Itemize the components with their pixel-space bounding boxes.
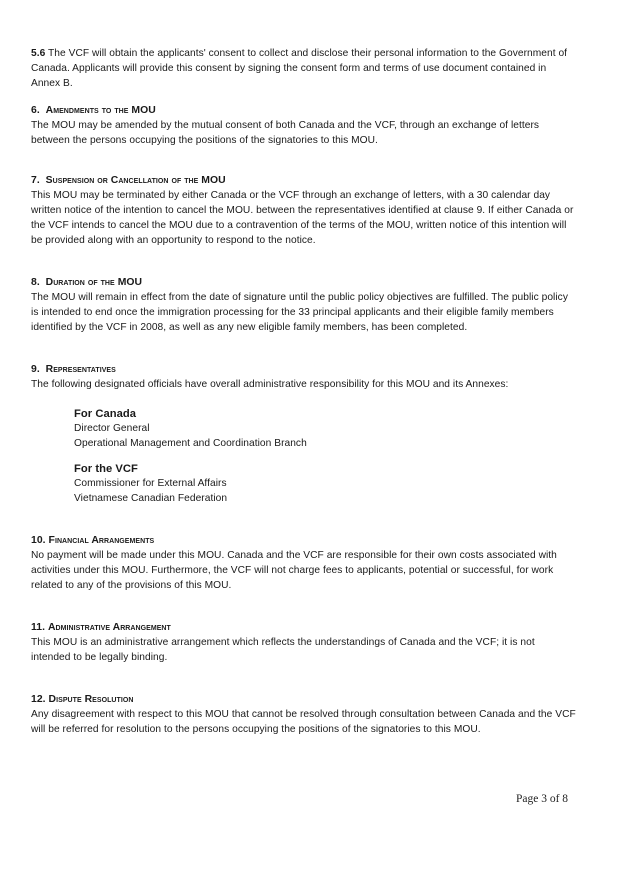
representative-canada xyxy=(74,406,576,451)
section-12-heading xyxy=(31,693,576,707)
section-9-heading xyxy=(31,363,576,377)
section-6-title: Amendments to the MOU xyxy=(45,105,156,116)
section-7-heading xyxy=(31,174,576,188)
section-12 xyxy=(31,693,576,737)
page-number: Page 3 of 8 xyxy=(516,793,569,805)
section-9-text: The following designated officials have overall administrative responsibility for this MOU and its Annexes: xyxy=(31,379,509,390)
section-9-title: Representatives xyxy=(45,364,116,375)
representative-canada-title: For Canada xyxy=(74,408,137,420)
section-10-text: No payment will be made under this MOU. Canada and the VCF are responsible for their own costs associated with activities under this MOU. Furthermore, the VCF will not charge fees to applicants, potential or successful, for work related to any of the provisions of this MOU. xyxy=(31,550,557,591)
section-10-title: Financial Arrangements xyxy=(48,535,155,546)
section-8-text: The MOU will remain in effect from the date of signature until the public policy objectives are fulfilled. The public policy is intended to end once the immigration processing for the 33 principal applicants and their eligible family members identified by the VCF in 2008, as well as any new eligible family members, has been completed. xyxy=(31,292,568,333)
section-10 xyxy=(31,534,576,593)
section-12-number: 12. xyxy=(31,694,46,705)
representative-vcf-organization: Vietnamese Canadian Federation xyxy=(74,492,228,504)
section-8-heading xyxy=(31,276,576,290)
representative-vcf-title: For the VCF xyxy=(74,463,138,475)
section-12-text: Any disagreement with respect to this MOU that cannot be resolved through consultation between Canada and the VCF will be referred for resolution to the persons occupying the positions of the signatories to this MOU. xyxy=(31,709,576,735)
section-8-number: 8. xyxy=(31,277,40,288)
section-8-title: Duration of the MOU xyxy=(45,277,143,288)
section-5-6-paragraph xyxy=(31,46,576,91)
section-8 xyxy=(31,276,576,335)
section-11-heading xyxy=(31,621,576,635)
section-11 xyxy=(31,621,576,665)
document-page xyxy=(31,46,576,737)
section-11-number: 11. xyxy=(31,622,46,633)
section-6-heading xyxy=(31,104,576,118)
representative-canada-role: Director General xyxy=(74,423,150,434)
representative-vcf-role: Commissioner for External Affairs xyxy=(74,478,227,489)
section-10-number: 10. xyxy=(31,535,46,546)
section-11-title: Administrative Arrangement xyxy=(47,622,171,633)
section-9 xyxy=(31,363,576,506)
section-5-6-number: 5.6 xyxy=(31,48,46,59)
section-6 xyxy=(31,104,576,148)
section-7-title: Suspension or Cancellation of the MOU xyxy=(45,175,226,186)
representative-vcf xyxy=(74,461,576,506)
section-6-text: The MOU may be amended by the mutual consent of both Canada and the VCF, through an exchange of letters between the persons occupying the positions of the signatories to this MOU. xyxy=(31,120,540,146)
section-5-6-text: The VCF will obtain the applicants' consent to collect and disclose their personal information to the Government of Canada. Applicants will provide this consent by signing the consent form and terms of use document contained in Annex B. xyxy=(31,48,568,89)
section-9-number: 9. xyxy=(31,364,40,375)
representative-canada-branch: Operational Management and Coordination Branch xyxy=(74,437,307,449)
section-7 xyxy=(31,174,576,248)
section-12-title: Dispute Resolution xyxy=(48,694,134,705)
section-7-number: 7. xyxy=(31,175,40,186)
section-6-number: 6. xyxy=(31,105,40,116)
section-5-6 xyxy=(31,46,576,91)
section-7-text: This MOU may be terminated by either Canada or the VCF through an exchange of letters, with a 30 calendar day written notice of the intention to cancel the MOU. between the representatives identified at clause 9. If either Canada or the VCF intends to cancel the MOU due to a contravention of the terms of the MOU, written notice of this intention will be provided along with an opportunity to respond to the notice. xyxy=(31,190,574,246)
section-11-text: This MOU is an administrative arrangement which reflects the understandings of Canada and the VCF; it is not intended to be legally binding. xyxy=(31,637,535,663)
section-10-heading xyxy=(31,534,576,548)
